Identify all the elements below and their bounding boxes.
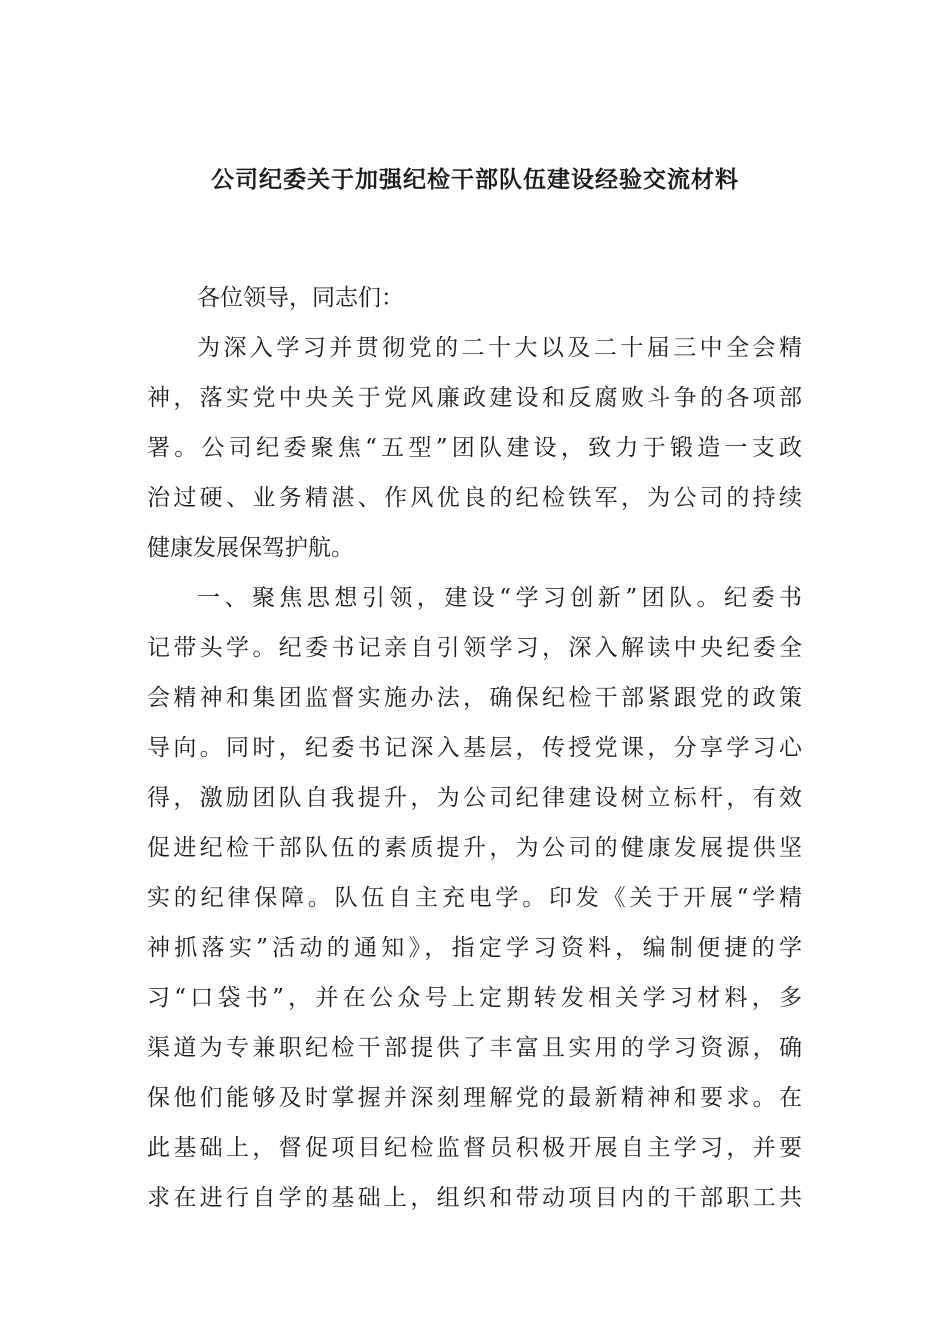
paragraph-line: 习“口袋书”，并在公众号上定期转发相关学习材料，多	[147, 985, 802, 1011]
paragraph-line: 健康发展保驾护航。	[147, 535, 354, 561]
document-body	[147, 278, 802, 1228]
paragraph-line: 促进纪检干部队伍的素质提升，为公司的健康发展提供坚	[147, 835, 802, 861]
salutation: 各位领导，同志们：	[197, 285, 404, 311]
paragraph-line: 此基础上，督促项目纪检监督员积极开展自主学习，并要	[147, 1135, 802, 1161]
paragraph-line: 得，激励团队自我提升，为公司纪律建设树立标杆，有效	[147, 785, 802, 811]
paragraph-line: 治过硬、业务精湛、作风优良的纪检铁军，为公司的持续	[147, 485, 802, 511]
paragraph-line: 署。公司纪委聚焦“五型”团队建设，致力于锻造一支政	[147, 435, 802, 461]
paragraph-line: 记带头学。纪委书记亲自引领学习，深入解读中央纪委全	[147, 635, 802, 661]
paragraph-line: 保他们能够及时掌握并深刻理解党的最新精神和要求。在	[147, 1085, 802, 1111]
paragraph-line: 为深入学习并贯彻党的二十大以及二十届三中全会精	[197, 335, 802, 361]
document-title: 公司纪委关于加强纪检干部队伍建设经验交流材料	[211, 167, 739, 193]
paragraph-line: 实的纪律保障。队伍自主充电学。印发《关于开展“学精	[147, 885, 802, 911]
paragraph-line: 神，落实党中央关于党风廉政建设和反腐败斗争的各项部	[147, 385, 802, 411]
paragraph-line: 会精神和集团监督实施办法，确保纪检干部紧跟党的政策	[147, 685, 802, 711]
paragraph-line: 渠道为专兼职纪检干部提供了丰富且实用的学习资源，确	[147, 1035, 802, 1061]
paragraph-line: 神抓落实”活动的通知》，指定学习资料，编制便捷的学	[147, 935, 802, 961]
paragraph-line: 求在进行自学的基础上，组织和带动项目内的干部职工共	[147, 1185, 802, 1211]
paragraph-line: 一、聚焦思想引领，建设“学习创新”团队。纪委书	[197, 585, 802, 611]
paragraph-line: 导向。同时，纪委书记深入基层，传授党课，分享学习心	[147, 735, 802, 761]
